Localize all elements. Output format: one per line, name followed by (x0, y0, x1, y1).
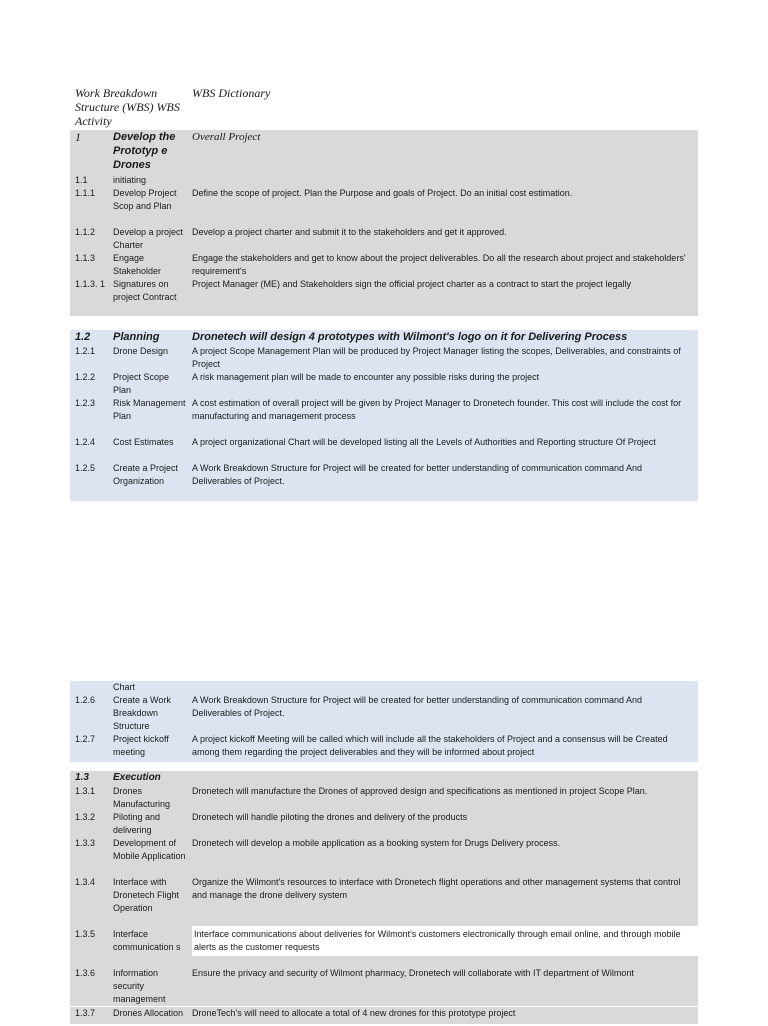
wbs-activity: Risk Management Plan (113, 398, 186, 421)
wbs-activity: Signatures on project Contract (113, 279, 177, 302)
wbs-description: A project Scope Management Plan will be produced by Project Manager listing the scopes, Deliverables, and constraints of Project (192, 346, 681, 369)
table-row (70, 785, 698, 811)
wbs-number: 1.1 (75, 175, 88, 185)
section-planning-continued (70, 681, 698, 762)
wbs-activity: Engage Stakeholder (113, 253, 162, 276)
wbs-number: 1.1.1 (75, 188, 96, 198)
table-row (70, 876, 698, 928)
wbs-description: A cost estimation of overall project will be given by Project Manager to Dronetech founder. This cost will include the cost for manufacturing and management process (192, 398, 682, 421)
wbs-number: 1.2.7 (75, 734, 96, 744)
wbs-description: Project Manager (ME) and Stakeholders sign the official project charter as a contract to start the project legally (192, 279, 632, 289)
wbs-description: Ensure the privacy and security of Wilmont pharmacy, Dronetech will collaborate with IT department of Wilmont (192, 968, 634, 978)
table-row (70, 436, 698, 462)
wbs-number: 1.2.4 (75, 437, 96, 447)
table-row (70, 187, 698, 226)
table-row (70, 811, 698, 837)
section-number: 1 (75, 130, 81, 144)
header-wbs-dictionary: WBS Dictionary (192, 86, 271, 100)
section-title-row (70, 771, 698, 785)
wbs-description: A risk management plan will be made to encounter any possible risks during the project (192, 372, 540, 382)
table-row (70, 1006, 698, 1026)
table-row (70, 928, 698, 967)
wbs-activity: Chart (113, 682, 136, 692)
wbs-number: 1.1.2 (75, 227, 96, 237)
wbs-number: 1.3.6 (75, 968, 96, 978)
highlighted-description: Interface communications about deliveries for Wilmont's customers electronically through email online, and through mobile alerts as the customer requests (192, 926, 698, 956)
wbs-number: 1.2.6 (75, 695, 96, 705)
wbs-number: 1.3.2 (75, 812, 96, 822)
wbs-description: Engage the stakeholders and get to know about the project deliverables. Do all the research about project and stakeholders' requirement's (192, 253, 686, 276)
wbs-activity: Information security management (113, 968, 166, 1004)
table-row (70, 345, 698, 371)
wbs-number: 1.3.3 (75, 838, 96, 848)
wbs-number: 1.3.7 (75, 1008, 96, 1018)
wbs-activity: Piloting and delivering (113, 812, 161, 835)
table-row (70, 397, 698, 436)
table-row (70, 252, 698, 278)
wbs-description: Develop a project charter and submit it to the stakeholders and get it approved. (192, 227, 507, 237)
section-number: 1.2 (75, 331, 91, 343)
wbs-number: 1.2.3 (75, 398, 96, 408)
section-planning (70, 330, 698, 501)
wbs-activity: Cost Estimates (113, 437, 174, 447)
wbs-number: 1.3.4 (75, 877, 96, 887)
header-wbs-activity: Work Breakdown Structure (WBS) WBS Activity (75, 86, 180, 128)
wbs-description: A project organizational Chart will be developed listing all the Levels of Authorities and Reporting structure Of Project (192, 437, 656, 447)
wbs-activity: Drones Allocation (113, 1008, 184, 1018)
wbs-activity: Interface with Dronetech Flight Operation (113, 877, 180, 913)
table-row (70, 174, 698, 187)
section-activity: Execution (113, 772, 161, 783)
wbs-description: DroneTech's will need to allocate a total of 4 new drones for this prototype project (192, 1008, 516, 1018)
wbs-description: A Work Breakdown Structure for Project will be created for better understanding of communication command And Deliverables of Project. (192, 463, 643, 486)
table-row (70, 681, 698, 694)
table-row (70, 837, 698, 876)
wbs-activity: Drone Design (113, 346, 169, 356)
table-row (70, 371, 698, 397)
wbs-activity: Create a Project Organization (113, 463, 179, 486)
wbs-number: 1.1.3 (75, 253, 96, 263)
wbs-number: 1.1.3. 1 (75, 279, 106, 289)
wbs-activity: Development of Mobile Application (113, 838, 186, 861)
wbs-activity: Develop a project Charter (113, 227, 184, 250)
table-row (70, 278, 698, 316)
table-row (70, 733, 698, 762)
wbs-number: 1.2.2 (75, 372, 96, 382)
section-number: 1.3 (75, 772, 89, 783)
wbs-number: 1.2.1 (75, 346, 96, 356)
wbs-activity: initiating (113, 175, 147, 185)
wbs-activity: Create a Work Breakdown Structure (113, 695, 171, 731)
wbs-description: Dronetech will manufacture the Drones of approved design and specifications as mentioned in project Scope Plan. (192, 786, 648, 796)
table-row (70, 226, 698, 252)
wbs-number: 1.3.1 (75, 786, 96, 796)
section-activity: Planning (113, 331, 160, 343)
wbs-activity: Project kickoff meeting (113, 734, 169, 757)
wbs-activity: Drones Manufacturing (113, 786, 171, 809)
section-description: Dronetech will design 4 prototypes with Wilmont's logo on it for Delivering Process (192, 331, 628, 343)
wbs-description: A Work Breakdown Structure for Project will be created for better understanding of communication command And Deliverables of Project. (192, 695, 643, 718)
section-description: Overall Project (192, 131, 261, 143)
wbs-activity: Project Scope Plan (113, 372, 170, 395)
wbs-description: Dronetech will handle piloting the drones and delivery of the products (192, 812, 468, 822)
section-title-row (70, 130, 698, 174)
wbs-activity: Develop Project Scop and Plan (113, 188, 177, 211)
wbs-number: 1.3.5 (75, 929, 96, 939)
wbs-description: Dronetech will develop a mobile application as a booking system for Drugs Delivery process. (192, 838, 561, 848)
wbs-description: A project kickoff Meeting will be called which will include all the stakeholders of Project and a consensus will be Created among them regarding the project deliverables and they will be informed about project (192, 734, 668, 757)
wbs-description: Define the scope of project. Plan the Purpose and goals of Project. Do an initial cost estimation. (192, 188, 573, 198)
section-activity: Develop the Prototyp e Drones (113, 131, 176, 171)
wbs-description: Organize the Wilmont's resources to interface with Dronetech flight operations and other management systems that control and manage the drone delivery system (192, 877, 681, 900)
section-execution (70, 771, 698, 1024)
table-row (70, 462, 698, 501)
table-row (70, 694, 698, 733)
table-row (70, 967, 698, 1006)
section-develop-prototype (70, 130, 698, 316)
wbs-activity: Interface communication s (113, 929, 181, 952)
section-title-row (70, 330, 698, 345)
wbs-number: 1.2.5 (75, 463, 96, 473)
